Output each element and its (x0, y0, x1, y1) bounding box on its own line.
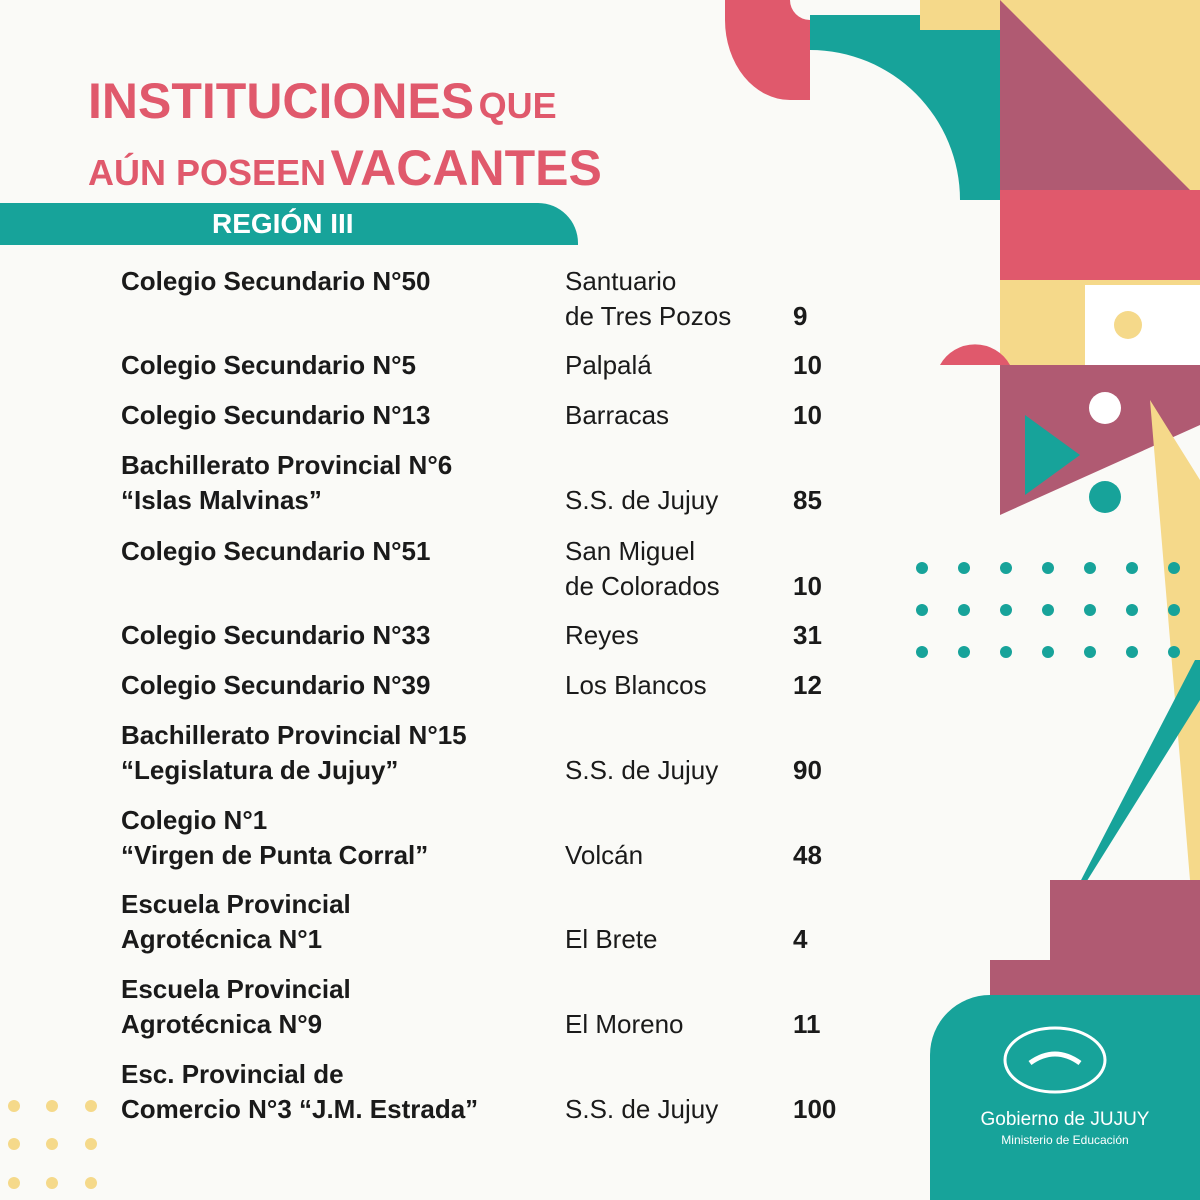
vacancy-count: 10 (793, 350, 822, 380)
vacancy-count: 48 (793, 840, 822, 870)
handshake-emblem-icon (930, 995, 1200, 1105)
institution-name: Colegio Secundario N°39 (121, 670, 431, 700)
region-banner (0, 203, 578, 245)
institution-name: Agrotécnica N°9 (121, 1009, 323, 1039)
institution-name: Agrotécnica N°1 (121, 924, 323, 954)
institution-name: Colegio Secundario N°50 (121, 266, 431, 296)
vacancy-count: 100 (793, 1094, 837, 1124)
institution-name: Colegio N°1 (121, 805, 268, 835)
institution-location: Los Blancos (565, 670, 707, 700)
vacancy-count: 10 (793, 400, 822, 430)
institution-location: de Colorados (565, 571, 720, 601)
institution-name: Colegio Secundario N°33 (121, 620, 431, 650)
institution-name: Bachillerato Provincial N°6 (121, 450, 453, 480)
institution-name: “Virgen de Punta Corral” (121, 840, 429, 870)
institution-location: Santuario (565, 266, 677, 296)
institution-name: Colegio Secundario N°51 (121, 536, 431, 566)
institution-location: Barracas (565, 400, 670, 430)
institution-location: Volcán (565, 840, 644, 870)
institution-name: “Islas Malvinas” (121, 485, 322, 515)
institution-name: Esc. Provincial de (121, 1059, 344, 1089)
title-line1-small: QUE (478, 85, 557, 126)
logo-title: Gobierno de JUJUY (980, 1109, 1150, 1130)
government-logo (930, 995, 1200, 1200)
vacancy-count: 4 (793, 924, 808, 954)
institution-name: Escuela Provincial (121, 889, 351, 919)
institution-name: “Legislatura de Jujuy” (121, 755, 399, 785)
vacancy-count: 9 (793, 301, 808, 331)
institution-name: Escuela Provincial (121, 974, 351, 1004)
vacancy-count: 85 (793, 485, 822, 515)
vacancy-count: 31 (793, 620, 822, 650)
institution-location: Palpalá (565, 350, 652, 380)
vacancy-count: 12 (793, 670, 822, 700)
institution-name: Bachillerato Provincial N°15 (121, 720, 467, 750)
institution-location: El Brete (565, 924, 658, 954)
institution-location: El Moreno (565, 1009, 684, 1039)
vacancy-count: 90 (793, 755, 822, 785)
institution-name: Colegio Secundario N°13 (121, 400, 431, 430)
vacancy-count: 10 (793, 571, 822, 601)
page-title (88, 74, 602, 208)
institution-location: S.S. de Jujuy (565, 485, 719, 515)
institution-location: de Tres Pozos (565, 301, 732, 331)
institution-name: Colegio Secundario N°5 (121, 350, 417, 380)
title-line2-big: VACANTES (330, 140, 602, 196)
region-label: REGIÓN III (212, 208, 354, 239)
logo-subtitle: Ministerio de Educación (1001, 1133, 1129, 1147)
title-line1-big: INSTITUCIONES (88, 73, 475, 129)
institution-location: Reyes (565, 620, 639, 650)
vacancy-count: 11 (793, 1009, 821, 1039)
institution-name: Comercio N°3 “J.M. Estrada” (121, 1094, 479, 1124)
institution-location: S.S. de Jujuy (565, 1094, 719, 1124)
institution-location: S.S. de Jujuy (565, 755, 719, 785)
title-line2-small: AÚN POSEEN (88, 152, 327, 193)
institution-location: San Miguel (565, 536, 696, 566)
